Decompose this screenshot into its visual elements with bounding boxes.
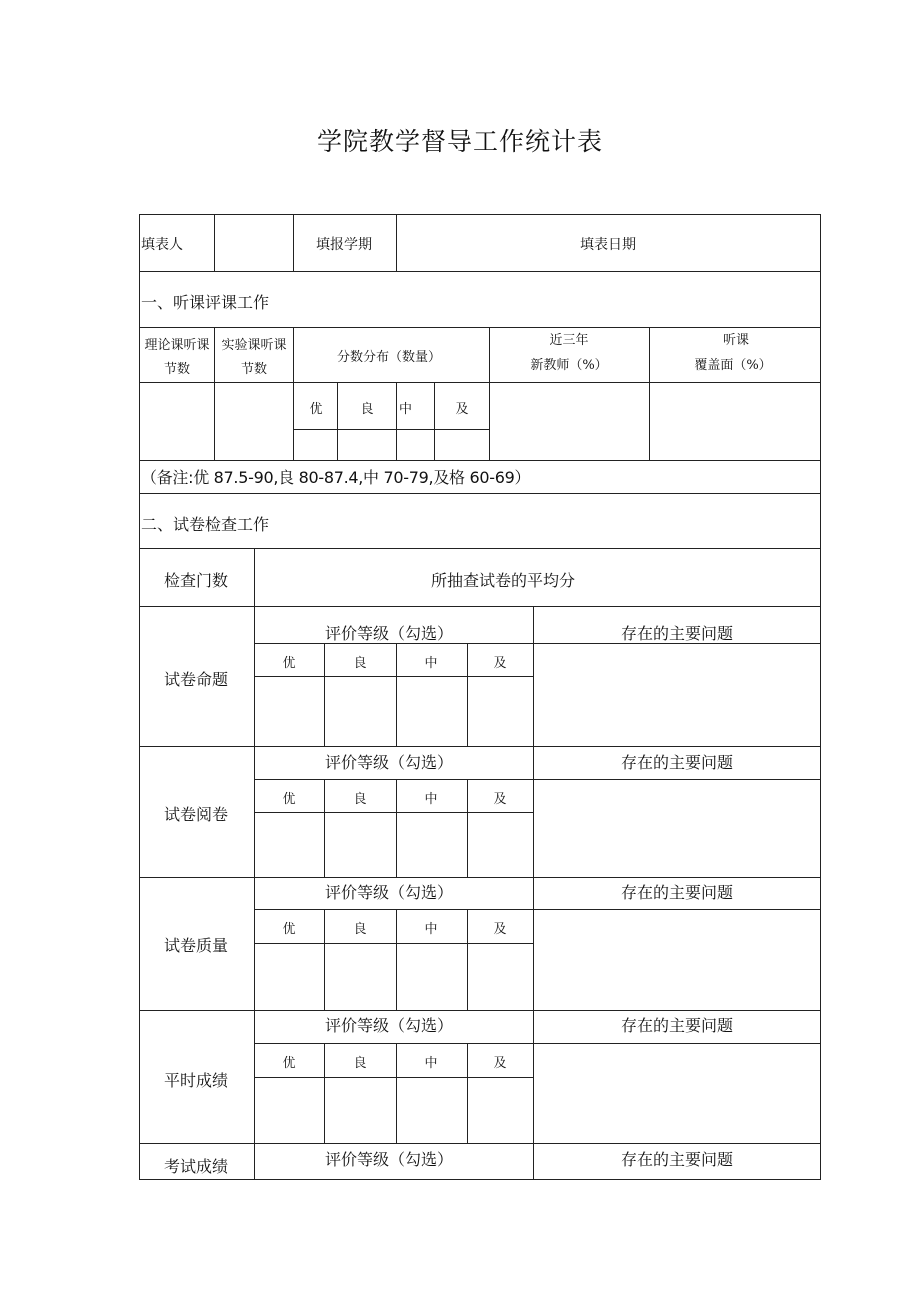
col-divider [649, 327, 650, 460]
grade-col-divider [396, 1043, 397, 1143]
row-divider [139, 606, 821, 607]
filler-label: 填表人 [141, 237, 183, 253]
col-divider [489, 327, 490, 460]
section2-heading: 二、试卷检查工作 [141, 515, 270, 534]
grade-pass: 及 [493, 1056, 507, 1071]
theory-hours-label-line2: 节数 [163, 362, 191, 377]
problems-label: 存在的主要问题 [620, 1150, 734, 1169]
new-teacher-label-line1: 近三年 [549, 333, 589, 348]
grade-col-divider [467, 909, 468, 1010]
grade-pass: 及 [493, 656, 507, 671]
score-distribution-label: 分数分布（数量） [336, 350, 442, 365]
grade-col-divider [324, 779, 325, 877]
grade-good: 良 [353, 656, 367, 671]
eval-label: 评价等级（勾选） [324, 883, 454, 902]
col-divider [533, 746, 534, 877]
grade-col-divider [467, 1043, 468, 1143]
grade-medium: 中 [399, 402, 413, 417]
grade-pass: 及 [493, 792, 507, 807]
grade-medium: 中 [424, 656, 438, 671]
grade-excellent: 优 [282, 792, 296, 807]
grade-col-divider [396, 779, 397, 877]
col-divider [254, 548, 255, 1180]
grade-medium: 中 [424, 792, 438, 807]
date-label: 填表日期 [580, 237, 636, 253]
row-divider [139, 746, 821, 747]
grade-good: 良 [360, 402, 374, 417]
col-divider [533, 1010, 534, 1143]
col-divider [533, 606, 534, 746]
problems-label: 存在的主要问题 [620, 624, 734, 643]
grade-medium: 中 [424, 1056, 438, 1071]
grade-col-divider [324, 909, 325, 1010]
grade-col-divider [396, 909, 397, 1010]
row-divider [139, 382, 821, 383]
item-label: 试卷质量 [163, 936, 229, 955]
col-divider [293, 214, 294, 271]
row-divider [139, 327, 821, 328]
row-divider [139, 271, 821, 272]
block-divider [254, 779, 821, 780]
grade-pass: 及 [455, 402, 469, 417]
theory-hours-label-line1: 理论课听课 [144, 338, 210, 353]
coverage-label-line2: 覆盖面（%） [694, 358, 772, 373]
block-divider [254, 909, 821, 910]
grading-note: （备注:优 87.5-90,良 80-87.4,中 70-79,及格 60-69） [141, 468, 531, 487]
block-divider [254, 676, 534, 677]
grade-col-divider [467, 643, 468, 746]
problems-label: 存在的主要问题 [620, 883, 734, 902]
grade-good: 良 [353, 1056, 367, 1071]
new-teacher-label-line2: 新教师（%） [530, 358, 608, 373]
grade-col-divider [467, 779, 468, 877]
col-divider [533, 1143, 534, 1180]
row-divider [139, 493, 821, 494]
semester-label: 填报学期 [316, 237, 372, 253]
average-score-label: 所抽查试卷的平均分 [430, 571, 576, 590]
grade-good: 良 [353, 922, 367, 937]
eval-label: 评价等级（勾选） [324, 624, 454, 643]
block-divider [254, 943, 534, 944]
problems-label: 存在的主要问题 [620, 1016, 734, 1035]
block-divider [254, 812, 534, 813]
grade-medium: 中 [424, 922, 438, 937]
check-count-label: 检查门数 [163, 571, 229, 590]
block-divider [254, 1077, 534, 1078]
row-divider [139, 1143, 821, 1144]
grade-col-divider [396, 643, 397, 746]
grade-col-divider [324, 1043, 325, 1143]
item-label: 平时成绩 [163, 1071, 229, 1090]
grade-pass: 及 [493, 922, 507, 937]
grade-excellent: 优 [282, 922, 296, 937]
grade-good: 良 [353, 792, 367, 807]
grade-excellent: 优 [282, 1056, 296, 1071]
col-divider [214, 214, 215, 271]
col-divider [396, 214, 397, 271]
eval-label: 评价等级（勾选） [324, 1150, 454, 1169]
page-title: 学院教学督导工作统计表 [316, 127, 603, 156]
item-label: 考试成绩 [163, 1157, 229, 1176]
eval-label: 评价等级（勾选） [324, 1016, 454, 1035]
col-divider [533, 877, 534, 1010]
section1-heading: 一、听课评课工作 [141, 293, 270, 312]
grade-grid-divider [294, 429, 490, 430]
row-divider [139, 460, 821, 461]
item-label: 试卷命题 [163, 670, 229, 689]
lab-hours-label-line1: 实验课听课 [221, 338, 287, 353]
block-divider [254, 1043, 821, 1044]
col-divider [214, 327, 215, 460]
grade-col-divider [337, 382, 338, 460]
eval-label: 评价等级（勾选） [324, 753, 454, 772]
problems-label: 存在的主要问题 [620, 753, 734, 772]
coverage-label-line1: 听课 [722, 333, 750, 348]
lab-hours-label-line2: 节数 [240, 362, 268, 377]
grade-col-divider [434, 382, 435, 460]
row-divider [139, 877, 821, 878]
grade-col-divider [396, 382, 397, 460]
grade-excellent: 优 [309, 402, 323, 417]
grade-excellent: 优 [282, 656, 296, 671]
row-divider [139, 548, 821, 549]
col-divider [293, 327, 294, 460]
row-divider [139, 1010, 821, 1011]
item-label: 试卷阅卷 [163, 805, 229, 824]
grade-col-divider [324, 643, 325, 746]
